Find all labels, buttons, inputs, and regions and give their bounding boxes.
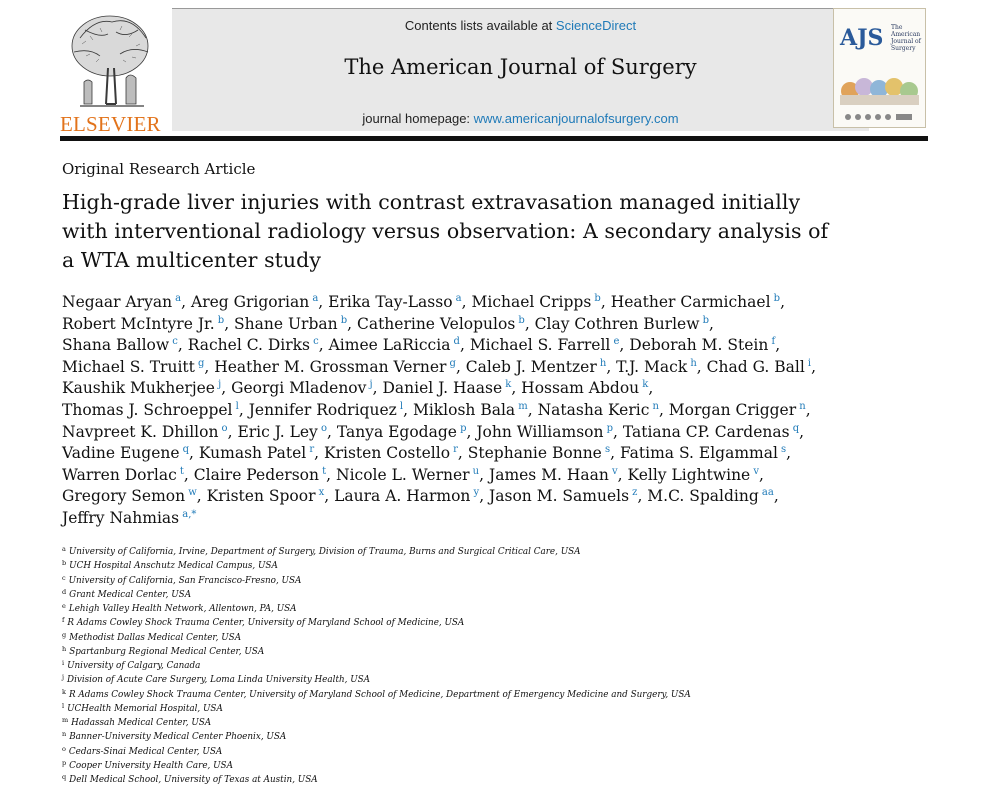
affiliation-list — [62, 542, 932, 784]
affiliation-mark[interactable]: k — [642, 379, 649, 391]
author-name[interactable]: Jason M. Samuels — [489, 487, 630, 506]
affiliation-text: Hadassah Medical Center, USA — [71, 718, 212, 728]
author-name[interactable]: Chad G. Ball — [706, 357, 805, 376]
affiliation-mark[interactable]: x — [318, 487, 325, 499]
affiliation-mark[interactable]: g — [449, 357, 456, 369]
affiliation-text: Cedars-Sinai Medical Center, USA — [68, 746, 223, 757]
affiliation-item — [62, 670, 932, 684]
affiliation-item — [62, 727, 932, 741]
author-line: Navpreet K. Dhillon $^o$, Eric J. Ley $^o$, Tanya Egodage $^p$, John Williamson $^p$, Tatiana CP. Cardenas $^q$, — [62, 422, 805, 441]
affiliation-marker: i — [62, 659, 65, 667]
affiliation-marker: j — [62, 673, 65, 682]
affiliation-text: UCHealth Memorial Hospital, USA — [67, 703, 223, 714]
affiliation-text: Lehigh Valley Health Network, Allentown, PA, USA — [68, 604, 297, 614]
cover-abbrev-text: AJS — [840, 25, 884, 51]
journal-banner — [172, 8, 869, 131]
author-name[interactable]: Daniel J. Haase — [382, 379, 503, 398]
affiliation-mark[interactable]: o — [221, 422, 228, 434]
author-line: Kaushik Mukherjee $^j$, Georgi Mladenov $^j$, Daniel J. Haase $^k$, Hossam Abdou $^k$, — [62, 379, 654, 398]
author-name[interactable]: Eric J. Ley — [237, 422, 318, 441]
affiliation-mark[interactable]: v — [753, 465, 759, 477]
affiliation-item — [62, 685, 932, 699]
affiliation-text: Methodist Dallas Medical Center, USA — [69, 632, 242, 643]
author-name[interactable]: Caleb J. Mentzer — [465, 357, 597, 376]
author-line: Warren Dorlac $^t$, Claire Pederson $^t$, Nicole L. Werner $^u$, James M. Haan $^v$, Kelly Lightwine $^v$, — [62, 465, 764, 484]
affiliation-text: Banner-University Medical Center Phoenix, USA — [69, 732, 287, 743]
journal-cover-thumbnail[interactable] — [833, 8, 926, 128]
author-name[interactable]: Deborah M. Stein — [629, 336, 769, 355]
affiliation-text: Grant Medical Center, USA — [69, 589, 192, 600]
author-line: Thomas J. Schroeppel $^l$, Jennifer Rodriquez $^l$, Miklosh Bala $^m$, Natasha Keric $^n$, Morgan Crigger $^n$, — [62, 400, 811, 419]
author-name[interactable]: Shana Ballow — [62, 336, 170, 355]
affiliation-mark[interactable]: n — [799, 400, 806, 412]
affiliation-mark[interactable]: n — [652, 400, 659, 412]
journal-cover-image — [834, 9, 925, 127]
affiliation-mark[interactable]: b — [702, 314, 710, 326]
affiliation-text: University of Calgary, Canada — [67, 661, 201, 671]
affiliation-item — [62, 542, 932, 556]
author-name[interactable]: Kelly Lightwine — [627, 465, 751, 484]
author-line: Shana Ballow $^c$, Rachel C. Dirks $^c$, Aimee LaRiccia $^d$, Michael S. Farrell $^e$, Deborah M. Stein $^f$, — [62, 336, 781, 355]
author-name[interactable]: Michael S. Farrell — [469, 336, 611, 355]
affiliation-item — [62, 713, 932, 727]
journal-header — [60, 8, 930, 143]
author-name[interactable]: Fatima S. Elgammal — [619, 444, 778, 463]
author-name[interactable]: T.J. Mack — [616, 357, 688, 376]
affiliation-mark[interactable]: k — [505, 379, 512, 391]
author-name[interactable]: Erika Tay-Lasso — [328, 293, 453, 311]
affiliation-marker: a — [62, 545, 66, 553]
affiliation-marker: d — [62, 587, 67, 596]
affiliation-text: Cooper University Health Care, USA — [69, 760, 233, 771]
affiliation-mark[interactable]: i — [807, 357, 812, 369]
affiliation-marker: c — [62, 573, 66, 582]
affiliation-item — [62, 599, 932, 613]
affiliation-mark[interactable]: f — [771, 336, 776, 348]
affiliation-marker: b — [62, 559, 67, 568]
affiliation-mark[interactable]: h — [599, 357, 607, 369]
affiliation-mark[interactable]: q — [182, 444, 190, 456]
cover-title-line4: Surgery — [891, 45, 916, 52]
affiliation-item — [62, 642, 932, 656]
article-type: Original Research Article — [62, 160, 256, 178]
affiliation-mark[interactable]: l — [235, 400, 239, 412]
author-name[interactable]: Nicole L. Werner — [336, 465, 470, 484]
affiliation-mark[interactable]: a — [175, 293, 182, 304]
affiliation-item — [62, 770, 932, 784]
author-name[interactable]: Tanya Egodage — [336, 422, 457, 441]
author-name[interactable]: Georgi Mladenov — [231, 379, 367, 398]
affiliation-text: Division of Acute Care Surgery, Loma Linda University Health, USA — [67, 675, 371, 686]
author-line: Negaar Aryan $^a$, Areg Grigorian $^a$, Erika Tay-Lasso $^a$, Michael Cripps $^b$, Heather Carmichael $^b$, — [62, 293, 785, 311]
affiliation-marker: e — [62, 602, 66, 610]
affiliation-mark[interactable]: t — [179, 465, 184, 477]
affiliation-mark[interactable]: b — [217, 314, 225, 326]
author-list — [62, 292, 932, 530]
author-name[interactable]: Jennifer Rodriquez — [248, 400, 397, 419]
elsevier-tree-icon — [60, 8, 162, 112]
affiliation-marker: k — [62, 687, 66, 696]
author-name[interactable]: Michael Cripps — [471, 293, 592, 311]
affiliation-mark[interactable]: l — [399, 400, 404, 412]
author-name[interactable]: Kaushik Mukherjee — [62, 379, 215, 398]
affiliation-mark[interactable]: s — [604, 444, 611, 456]
affiliation-mark[interactable]: g — [197, 357, 205, 369]
affiliation-mark[interactable]: aa — [761, 487, 774, 499]
affiliation-mark[interactable]: a — [455, 293, 462, 304]
affiliation-item — [62, 756, 932, 770]
affiliation-mark[interactable]: u — [472, 465, 480, 477]
affiliation-marker: o — [62, 744, 66, 753]
affiliation-mark[interactable]: s — [781, 444, 787, 456]
affiliation-mark[interactable]: z — [632, 487, 638, 499]
journal-homepage-link[interactable]: www.americanjournalofsurgery.com — [473, 111, 679, 126]
affiliation-text: R Adams Cowley Shock Trauma Center, University of Maryland School of Medicine, USA — [67, 618, 465, 629]
affiliation-item — [62, 628, 932, 642]
author-name[interactable]: Vadine Eugene — [62, 444, 180, 463]
affiliation-text: University of California, Irvine, Department of Surgery, Division of Trauma, Burns and Surgical Critical Care, USA — [68, 547, 581, 557]
affiliation-mark[interactable]: d — [453, 336, 460, 348]
cover-title-line1: The — [891, 24, 903, 31]
affiliation-mark[interactable]: b — [518, 314, 525, 326]
author-line: Robert McIntyre Jr. $^b$, Shane Urban $^b$, Catherine Velopulos $^b$, Clay Cothren Burlew $^b$, — [62, 314, 714, 333]
author-name[interactable]: Stephanie Bonne — [467, 444, 602, 463]
affiliation-mark[interactable]: r — [309, 444, 315, 456]
affiliation-marker: l — [62, 701, 65, 710]
affiliation-mark[interactable]: r — [453, 444, 458, 456]
elsevier-logo — [60, 8, 162, 136]
affiliation-item — [62, 699, 932, 713]
affiliation-mark[interactable]: a,* — [182, 508, 197, 520]
author-name[interactable]: Heather M. Grossman Verner — [214, 357, 447, 376]
affiliation-item — [62, 613, 932, 627]
author-name[interactable]: John Williamson — [476, 422, 604, 441]
author-name[interactable]: James M. Haan — [488, 465, 609, 484]
author-name[interactable]: Aimee LaRiccia — [328, 336, 451, 355]
cover-title-line2: American — [891, 31, 921, 38]
article-title: High-grade liver injuries with contrast extravasation managed initially with interventional radiology versus observation: A secondary analysis of a WTA multicenter study — [62, 190, 829, 272]
affiliation-text: University of California, San Francisco-Fresno, USA — [68, 575, 302, 586]
affiliation-mark[interactable]: c — [172, 336, 178, 348]
author-name[interactable]: Clay Cothren Burlew — [534, 314, 700, 333]
author-name[interactable]: Hossam Abdou — [521, 379, 640, 398]
author-name[interactable]: Gregory Semon — [62, 487, 186, 506]
affiliation-mark[interactable]: c — [313, 336, 319, 348]
author-line: Michael S. Truitt $^g$, Heather M. Grossman Verner $^g$, Caleb J. Mentzer $^h$, T.J. Mack $^h$, Chad G. Ball $^i$, — [62, 357, 817, 376]
affiliation-mark[interactable]: m — [518, 400, 528, 412]
affiliation-text: Spartanburg Regional Medical Center, USA — [69, 646, 265, 657]
affiliation-item — [62, 585, 932, 599]
author-name[interactable]: Shane Urban — [234, 314, 338, 333]
author-name[interactable]: Rachel C. Dirks — [187, 336, 311, 355]
author-name[interactable]: Michael S. Truitt — [62, 357, 195, 376]
affiliation-text: R Adams Cowley Shock Trauma Center, University of Maryland School of Medicine, Department of Emergency Medicine and Surgery, USA — [68, 689, 691, 700]
affiliation-mark[interactable]: q — [792, 422, 800, 434]
affiliation-item — [62, 556, 932, 570]
affiliation-marker: n — [62, 730, 67, 739]
affiliation-mark[interactable]: b — [773, 293, 781, 304]
sciencedirect-link[interactable]: ScienceDirect — [555, 18, 637, 33]
affiliation-marker: m — [62, 716, 69, 724]
affiliation-text: Dell Medical School, University of Texas at Austin, USA — [69, 775, 318, 785]
affiliation-item — [62, 571, 932, 585]
affiliation-mark[interactable]: p — [460, 422, 467, 434]
affiliation-mark[interactable]: j — [369, 379, 373, 391]
author-line: Gregory Semon $^w$, Kristen Spoor $^x$, Laura A. Harmon $^y$, Jason M. Samuels $^z$, M.C. Spalding $^{aa}$, — [62, 487, 779, 506]
affiliation-marker: f — [62, 616, 65, 625]
cover-title-line3: Journal of — [891, 38, 921, 45]
affiliation-mark[interactable]: b — [340, 314, 348, 326]
author-name[interactable]: Catherine Velopulos — [356, 314, 516, 333]
author-name[interactable]: Kumash Patel — [198, 444, 307, 463]
header-rule — [60, 136, 928, 141]
affiliation-marker: g — [62, 630, 67, 639]
author-name[interactable]: Miklosh Bala — [412, 400, 516, 419]
affiliation-marker: p — [62, 758, 67, 767]
author-line: Vadine Eugene $^q$, Kumash Patel $^r$, Kristen Costello $^r$, Stephanie Bonne $^s$, Fatima S. Elgammal $^s$, — [62, 444, 792, 463]
author-name[interactable]: Kristen Spoor — [206, 487, 316, 506]
affiliation-text: UCH Hospital Anschutz Medical Campus, USA — [69, 561, 278, 572]
author-name[interactable]: Kristen Costello — [324, 444, 451, 463]
affiliation-marker: q — [62, 773, 67, 781]
affiliation-mark[interactable]: a — [312, 293, 319, 304]
affiliation-mark[interactable]: o — [320, 422, 327, 434]
author-name[interactable]: Areg Grigorian — [191, 293, 310, 311]
affiliation-mark[interactable]: w — [188, 487, 197, 499]
author-name[interactable]: Laura A. Harmon — [334, 487, 471, 506]
author-name[interactable]: Claire Pederson — [193, 465, 319, 484]
affiliation-mark[interactable]: p — [606, 422, 613, 434]
affiliation-mark[interactable]: j — [218, 379, 222, 391]
affiliation-mark[interactable]: h — [690, 357, 697, 369]
affiliation-mark[interactable]: v — [612, 465, 618, 477]
journal-title: The American Journal of Surgery — [344, 55, 697, 79]
author-name[interactable]: Heather Carmichael — [610, 293, 771, 311]
affiliation-mark[interactable]: e — [613, 336, 620, 348]
affiliation-item — [62, 742, 932, 756]
journal-homepage: journal homepage: www.americanjournalofsurgery.com — [362, 111, 679, 126]
author-name[interactable]: Negaar Aryan — [62, 293, 173, 311]
affiliation-marker: h — [62, 644, 67, 653]
author-name[interactable]: Morgan Crigger — [668, 400, 797, 419]
author-name[interactable]: Tatiana CP. Cardenas — [622, 422, 790, 441]
affiliation-mark[interactable]: y — [473, 487, 480, 499]
author-name[interactable]: M.C. Spalding — [647, 487, 759, 506]
affiliation-mark[interactable]: t — [322, 465, 327, 477]
author-name[interactable]: Jeffry Nahmias — [62, 508, 180, 527]
contents-availability: Contents lists available at ScienceDirect — [404, 18, 637, 33]
author-name[interactable]: Warren Dorlac — [62, 465, 177, 484]
author-name[interactable]: Robert McIntyre Jr. — [62, 314, 215, 333]
author-name[interactable]: Natasha Keric — [537, 400, 650, 419]
author-name[interactable]: Thomas J. Schroeppel — [62, 400, 233, 419]
author-line — [62, 508, 932, 530]
elsevier-wordmark: ELSEVIER — [60, 112, 161, 136]
affiliation-mark[interactable]: b — [594, 293, 601, 304]
affiliation-item — [62, 656, 932, 670]
author-name[interactable]: Navpreet K. Dhillon — [62, 422, 219, 441]
